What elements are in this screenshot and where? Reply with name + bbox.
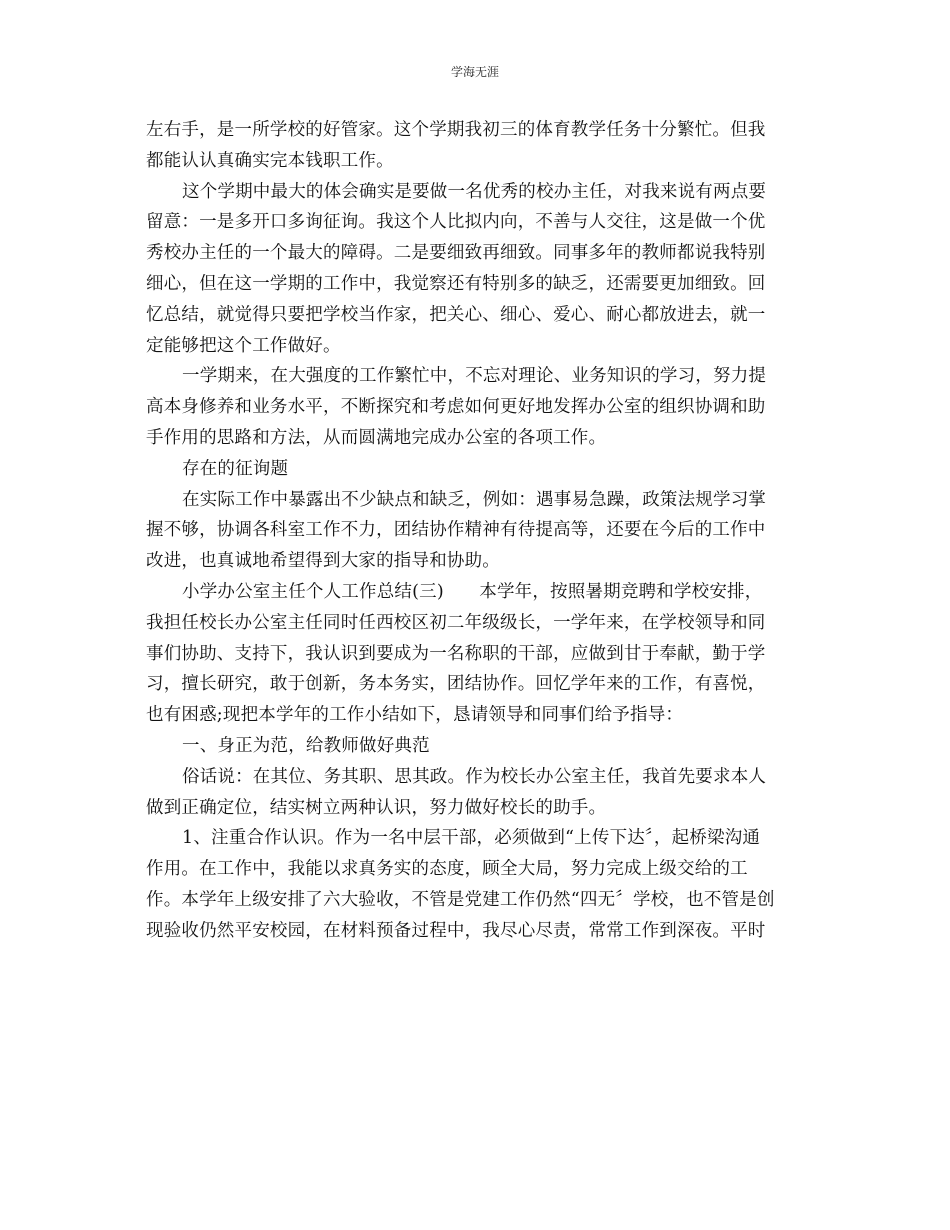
text-line: 1、注重合作认识。作为一名中层干部，必须做到“上传下达〞，起桥梁沟通 [182,828,761,849]
text-line: 也有困惑;现把本学年的工作小结如下，恳请领导和同事们给予指导： [146,705,684,726]
text-line: 俗话说：在其位、务其职、思其政。作为校长办公室主任，我首先要求本人 [182,766,767,787]
text-line: 秀校办主任的一个最大的障碍。二是要细致再细致。同事多年的教师都说我特别 [146,243,766,264]
text-line: 习，擅长研究，敢于创新，务本务实，团结协作。回忆学年来的工作，有喜悦， [146,674,766,695]
text-line: 我担任校长办公室主任同时任西校区初二年级级长，一学年来，在学校领导和同 [146,612,766,633]
page-header: 学海无涯 [450,65,499,79]
text-line: 作。本学年上级安排了六大验收，不管是党建工作仍然“四无〞学校，也不管是创 [146,889,775,910]
text-line: 留意：一是多开口多询征询。我这个人比拟内向，不善与人交往，这是做一个优 [146,212,766,233]
text-line: 作用。在工作中，我能以求真务实的态度，顾全大局，努力完成上级交给的工 [146,859,748,880]
text-line: 事们协助、支持下，我认识到要成为一名称职的干部，应做到甘于奉献，勤于学 [146,643,766,664]
text-line: 都能认认真确实完本钱职工作。 [146,150,394,171]
text-line: 细心，但在这一学期的工作中，我觉察还有特别多的缺乏，还需要更加细致。回 [146,273,766,294]
text-line: 这个学期中最大的体会确实是要做一名优秀的校办主任，对我来说有两点要 [182,181,767,202]
text-line: 现验收仍然平安校园，在材料预备过程中，我尽心尽责，常常工作到深夜。平时 [146,920,766,941]
text-line: 在实际工作中暴露出不少缺点和缺乏，例如：遇事易急躁，政策法规学习掌 [182,489,767,510]
text-line: 左右手，是一所学校的好管家。这个学期我初三的体育教学任务十分繁忙。但我 [146,120,766,140]
document-body [146,115,798,947]
text-line: 改进，也真诚地希望得到大家的指导和协助。 [146,551,500,572]
text-line: 做到正确定位，结实树立两种认识，努力做好校长的助手。 [146,797,607,818]
text-line: 一学期来，在大强度的工作繁忙中，不忘对理论、业务知识的学习，努力提 [182,366,767,387]
text-line: 小学办公室主任个人工作总结(三) 本学年，按照暑期竞聘和学校安排， [182,581,763,602]
text-line: 握不够，协调各科室工作不力，团结协作精神有待提高等，还要在今后的工作中 [146,520,766,541]
text-line: 定能够把这个工作做好。 [146,335,341,356]
text-line: 存在的征询题 [182,458,289,479]
text-line: 手作用的思路和方法，从而圆满地完成办公室的各项工作。 [146,427,607,448]
text-line: 一、身正为范，给教师做好典范 [182,735,430,756]
text-line: 高本身修养和业务水平，不断探究和考虑如何更好地发挥办公室的组织协调和助 [146,397,766,418]
text-line: 忆总结，就觉得只要把学校当作家，把关心、细心、爱心、耐心都放进去，就一 [146,304,766,325]
